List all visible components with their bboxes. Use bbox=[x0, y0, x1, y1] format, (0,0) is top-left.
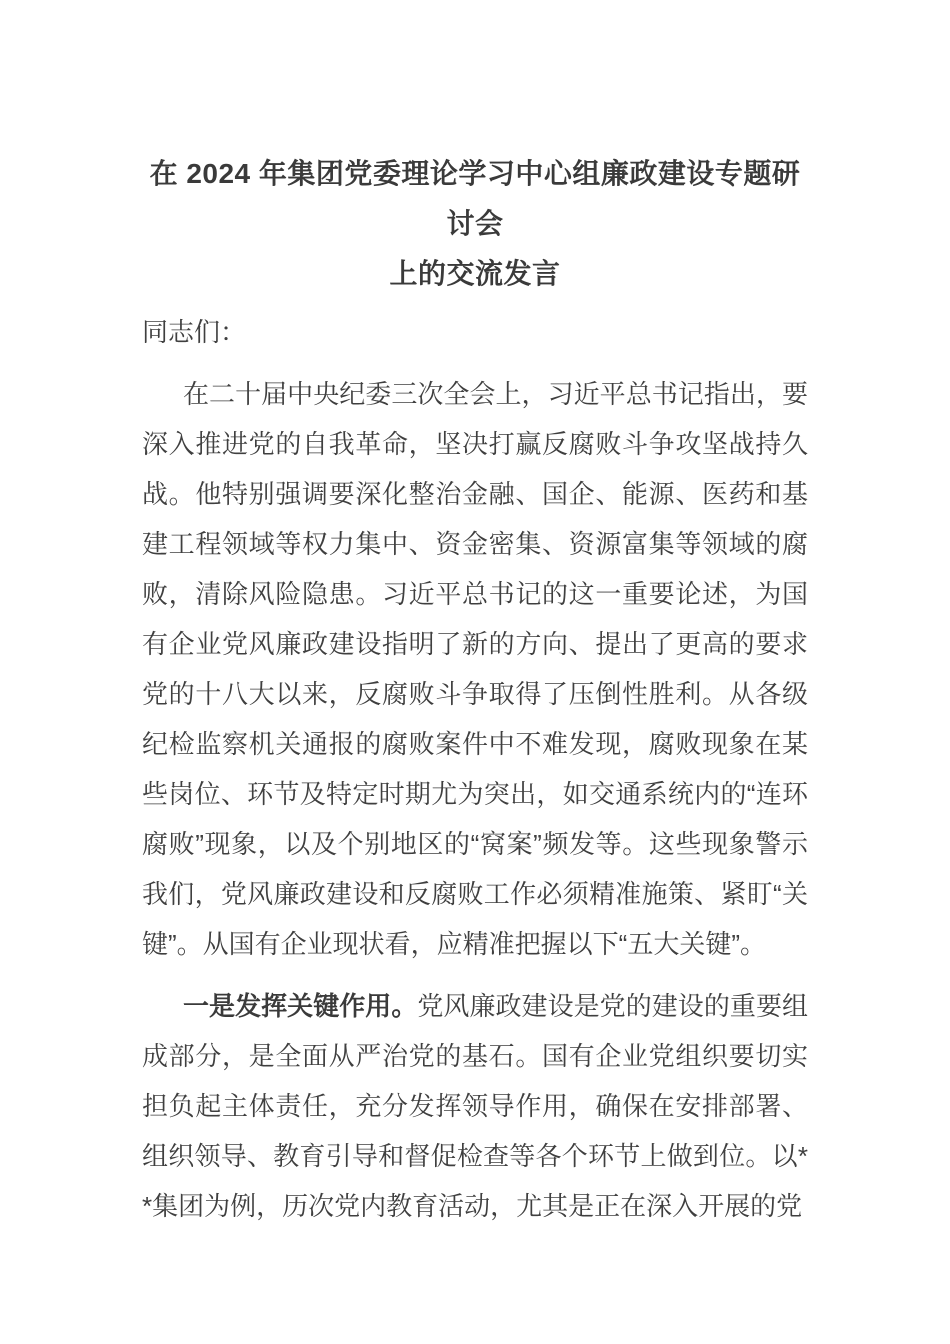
paragraph-2 bbox=[142, 981, 808, 1231]
paragraph-2-body: 党风廉政建设是党的建设的重要组成部分，是全面从严治党的基石。国有企业党组织要切实担负起主体责任，充分发挥领导作用，确保在安排部署、组织领导、教育引导和督促检查等各个环节上做到位。以**集团为例，历次党内教育活动，尤其是正在深入开展的党 bbox=[142, 991, 808, 1221]
paragraph-1: 在二十届中央纪委三次全会上，习近平总书记指出，要深入推进党的自我革命，坚决打赢反腐败斗争攻坚战持久战。他特别强调要深化整治金融、国企、能源、医药和基建工程领域等权力集中、资金密集、资源富集等领域的腐败，清除风险隐患。习近平总书记的这一重要论述，为国有企业党风廉政建设指明了新的方向、提出了更高的要求党的十八大以来，反腐败斗争取得了压倒性胜利。从各级纪检监察机关通报的腐败案件中不难发现，腐败现象在某些岗位、环节及特定时期尤为突出，如交通系统内的“连环腐败”现象，以及个别地区的“窝案”频发等。这些现象警示我们，党风廉政建设和反腐败工作必须精准施策、紧盯“关键”。从国有企业现状看，应精准把握以下“五大关键”。 bbox=[142, 379, 808, 959]
title-line-1: 在 2024 年集团党委理论学习中心组廉政建设专题研讨会 bbox=[149, 158, 801, 239]
document-title bbox=[142, 149, 808, 299]
salutation: 同志们： bbox=[142, 317, 247, 347]
title-line-2: 上的交流发言 bbox=[389, 258, 561, 289]
paragraph-2-lead: 一是发挥关键作用。 bbox=[183, 991, 418, 1021]
